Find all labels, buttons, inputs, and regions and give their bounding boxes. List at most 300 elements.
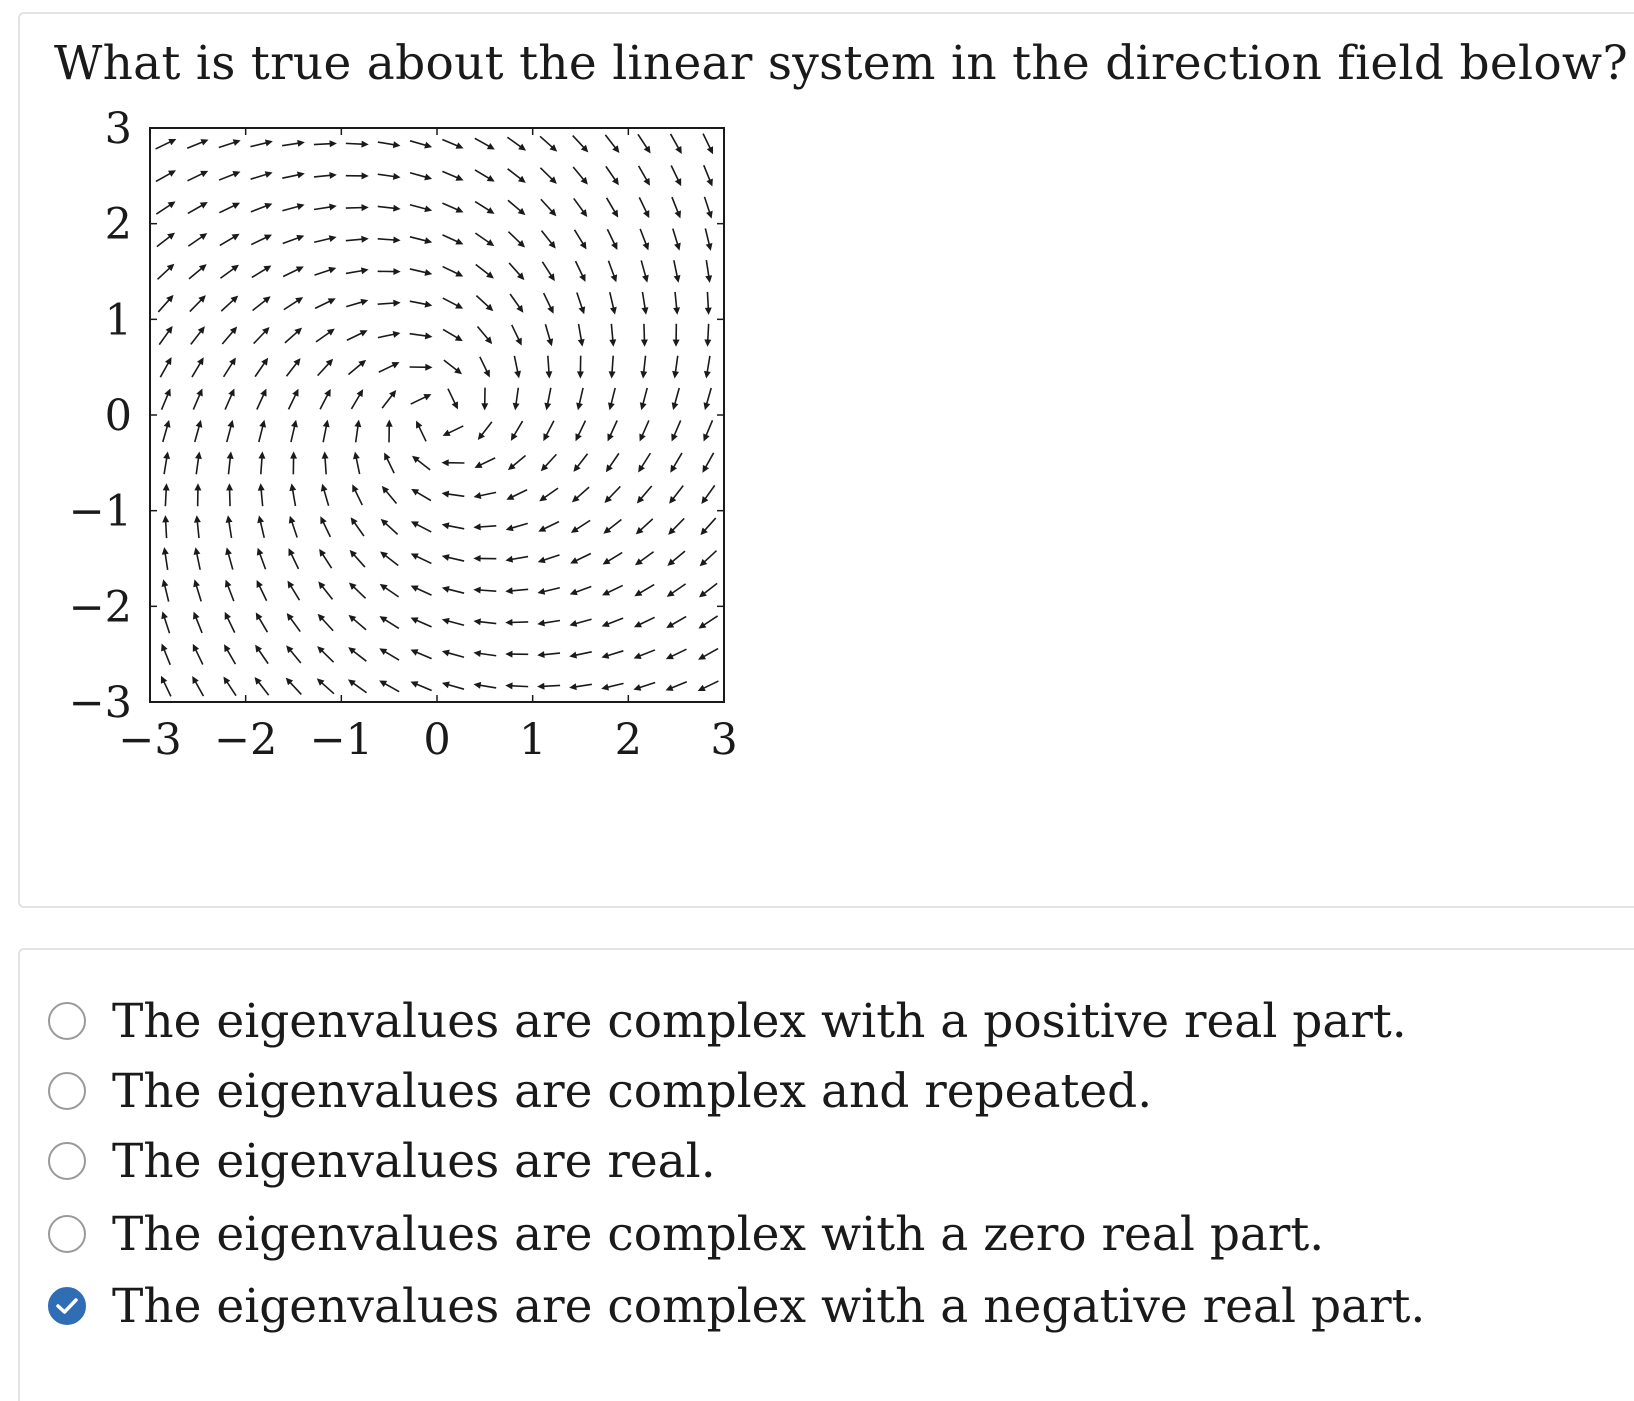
field-arrow <box>442 203 463 213</box>
field-arrow <box>442 522 465 529</box>
field-arrow <box>638 453 650 472</box>
y-tick-labels <box>69 104 132 728</box>
field-arrow <box>508 200 526 215</box>
field-arrow <box>639 420 649 441</box>
field-arrow <box>572 487 589 502</box>
field-arrow <box>321 484 329 506</box>
plot-frame <box>150 128 724 702</box>
field-arrow <box>251 203 272 212</box>
field-arrow <box>514 356 521 378</box>
x-tick-label: −3 <box>118 715 182 765</box>
field-arrow <box>291 420 298 442</box>
field-arrow <box>505 556 528 563</box>
field-arrow <box>637 486 652 504</box>
field-arrow <box>703 134 713 155</box>
field-arrow <box>315 298 336 308</box>
answer-option-2[interactable] <box>48 1060 1152 1122</box>
field-arrow <box>318 359 334 376</box>
field-arrow <box>703 420 712 441</box>
field-arrow <box>474 458 495 468</box>
field-arrow <box>161 611 169 633</box>
x-tick-label: 1 <box>518 715 547 765</box>
field-arrow <box>257 515 264 537</box>
field-arrow <box>381 519 398 535</box>
answer-option-1[interactable] <box>48 990 1407 1052</box>
field-arrow <box>283 267 304 277</box>
field-arrow <box>544 388 551 411</box>
field-arrow <box>475 233 494 246</box>
field-arrow <box>250 140 272 147</box>
field-arrow <box>386 419 393 442</box>
answer-option-label: The eigenvalues are complex with a zero real part. <box>112 1206 1325 1262</box>
field-arrow <box>667 584 686 597</box>
field-arrow <box>666 649 687 659</box>
field-arrow <box>378 300 401 307</box>
field-arrow <box>538 555 560 563</box>
field-arrow <box>193 644 203 665</box>
field-arrow <box>322 451 329 474</box>
field-arrow <box>195 451 202 474</box>
field-arrow <box>442 140 463 149</box>
field-arrow <box>319 549 331 568</box>
field-arrow <box>194 515 201 538</box>
field-arrow <box>698 649 718 660</box>
field-arrow <box>163 452 170 475</box>
field-arrow <box>320 389 331 409</box>
answer-option-5[interactable] <box>48 1275 1425 1337</box>
field-arrow <box>317 646 333 662</box>
field-arrow <box>156 170 176 181</box>
field-arrow <box>672 388 680 410</box>
field-arrow <box>513 388 520 411</box>
field-arrow <box>698 681 719 691</box>
field-arrow <box>346 204 369 211</box>
field-arrow <box>193 612 202 633</box>
field-arrow <box>576 421 586 442</box>
field-arrow <box>639 197 649 218</box>
field-arrow <box>537 588 559 595</box>
field-arrow <box>223 676 236 695</box>
field-arrow <box>540 136 557 151</box>
field-arrow <box>667 551 685 566</box>
field-arrow <box>411 617 432 627</box>
field-arrow <box>538 522 559 532</box>
field-arrow <box>285 328 302 343</box>
field-arrow <box>187 139 208 148</box>
field-arrow <box>163 420 171 442</box>
field-arrow <box>286 645 301 663</box>
field-arrow <box>286 358 300 376</box>
field-arrow <box>346 236 369 243</box>
field-arrow <box>704 356 711 379</box>
field-arrow <box>410 173 432 181</box>
field-arrow <box>379 648 399 660</box>
field-arrow <box>474 492 496 499</box>
field-arrow <box>347 330 368 340</box>
x-tick-label: −1 <box>309 715 374 765</box>
field-arrow <box>410 649 431 658</box>
field-arrow <box>672 356 679 379</box>
field-arrow <box>318 581 332 599</box>
field-arrow <box>634 650 655 659</box>
field-arrow <box>353 452 360 474</box>
field-arrow <box>574 198 588 217</box>
field-arrow <box>576 388 583 410</box>
field-arrow <box>282 140 305 147</box>
field-arrow <box>156 201 175 214</box>
field-arrow <box>642 292 649 315</box>
field-arrow <box>225 547 233 569</box>
field-arrow <box>191 326 205 344</box>
field-arrow <box>704 324 711 347</box>
field-arrow <box>537 651 560 658</box>
field-arrow <box>224 357 236 376</box>
field-arrow <box>444 360 462 374</box>
check-icon <box>56 1298 78 1314</box>
field-arrow <box>289 389 299 410</box>
field-arrow <box>257 580 267 601</box>
field-arrow <box>473 650 496 657</box>
field-arrow <box>410 364 433 371</box>
field-arrow <box>225 389 235 410</box>
field-arrow <box>704 165 713 186</box>
field-arrow <box>219 139 241 147</box>
field-arrow <box>162 388 171 409</box>
field-arrow <box>314 235 336 242</box>
field-arrow <box>194 547 201 569</box>
field-arrow <box>609 356 616 379</box>
field-arrow <box>352 484 362 505</box>
field-arrow <box>511 421 523 441</box>
field-arrow <box>282 203 304 211</box>
question-card <box>18 12 1634 908</box>
field-arrow <box>477 326 492 344</box>
field-arrow <box>606 453 619 472</box>
field-arrow <box>160 357 171 377</box>
field-arrow <box>159 326 172 345</box>
field-arrow <box>378 141 401 148</box>
field-arrow <box>314 140 337 147</box>
field-arrow <box>704 388 712 410</box>
field-arrow <box>258 483 265 506</box>
field-arrow <box>639 166 650 186</box>
field-arrow <box>505 682 528 689</box>
field-arrow <box>605 135 619 153</box>
field-arrow <box>448 389 458 410</box>
radio-button[interactable] <box>48 1072 86 1110</box>
field-arrow <box>378 331 400 338</box>
field-arrow <box>666 682 687 691</box>
field-arrow <box>705 228 712 250</box>
field-arrow <box>410 141 432 149</box>
x-tick-labels <box>118 715 737 765</box>
field-arrow <box>473 555 496 562</box>
field-arrow <box>382 486 397 504</box>
field-arrow <box>604 486 620 503</box>
field-arrow <box>607 229 617 250</box>
field-arrow <box>570 554 591 564</box>
field-arrow <box>410 269 432 276</box>
field-arrow <box>473 523 496 530</box>
field-arrow <box>576 261 586 282</box>
field-arrow <box>379 616 398 628</box>
field-arrow <box>382 390 396 408</box>
field-arrow <box>641 260 649 282</box>
field-arrow <box>224 644 235 664</box>
field-arrow <box>410 301 433 308</box>
field-arrow <box>253 296 271 310</box>
field-arrow <box>256 612 268 632</box>
field-arrow <box>701 485 714 504</box>
field-arrow <box>543 421 554 441</box>
field-arrow <box>702 453 713 473</box>
field-arrow <box>323 420 330 443</box>
field-arrow <box>187 171 208 181</box>
radio-button[interactable] <box>48 1142 86 1180</box>
answer-option-3[interactable] <box>48 1130 716 1192</box>
direction-arrows <box>156 134 719 697</box>
field-arrow <box>480 357 490 378</box>
field-arrow <box>442 171 463 180</box>
radio-button[interactable] <box>48 1287 86 1325</box>
field-arrow <box>571 520 590 532</box>
field-arrow <box>161 676 171 697</box>
field-arrow <box>412 456 430 470</box>
field-arrow <box>569 619 591 627</box>
field-arrow <box>577 356 584 379</box>
field-arrow <box>573 136 589 153</box>
field-arrow <box>317 678 334 693</box>
field-arrow <box>219 171 240 180</box>
field-arrow <box>158 295 173 312</box>
answer-option-4[interactable] <box>48 1203 1324 1265</box>
field-arrow <box>314 204 337 211</box>
x-tick-label: 0 <box>423 715 451 765</box>
field-arrow <box>542 262 554 281</box>
field-arrow <box>473 618 496 625</box>
field-arrow <box>569 683 592 690</box>
y-tick-label: 0 <box>104 391 132 441</box>
field-arrow <box>512 325 522 346</box>
axis-ticks <box>150 128 724 702</box>
field-arrow <box>380 551 398 565</box>
field-arrow <box>542 231 556 249</box>
field-arrow <box>346 267 369 274</box>
field-arrow <box>540 168 556 184</box>
field-arrow <box>158 264 175 280</box>
field-arrow <box>607 420 617 441</box>
field-arrow <box>478 422 492 440</box>
field-arrow <box>508 455 526 470</box>
field-arrow <box>255 677 269 695</box>
field-arrow <box>475 202 494 214</box>
field-arrow <box>162 579 169 601</box>
field-arrow <box>410 332 433 339</box>
field-arrow <box>349 582 366 598</box>
field-arrow <box>577 293 585 315</box>
field-arrow <box>410 237 432 244</box>
field-arrow <box>545 356 552 379</box>
field-arrow <box>289 483 296 506</box>
field-arrow <box>194 483 201 506</box>
field-arrow <box>505 651 528 658</box>
field-arrow <box>705 260 712 283</box>
answer-option-label: The eigenvalues are complex and repeated. <box>112 1063 1153 1119</box>
field-arrow <box>476 296 493 312</box>
field-arrow <box>378 268 401 275</box>
field-arrow <box>671 420 680 441</box>
field-arrow <box>638 134 651 153</box>
radio-button[interactable] <box>48 1215 86 1253</box>
field-arrow <box>226 515 233 538</box>
field-arrow <box>443 329 463 341</box>
field-arrow <box>634 617 655 627</box>
field-arrow <box>318 614 333 631</box>
field-arrow <box>670 453 682 473</box>
field-arrow <box>220 265 239 279</box>
answer-option-label: The eigenvalues are real. <box>112 1133 716 1189</box>
field-arrow <box>575 230 587 250</box>
y-tick-label: −2 <box>68 582 132 633</box>
field-arrow <box>378 236 401 243</box>
field-arrow <box>193 388 202 409</box>
field-arrow <box>349 615 367 630</box>
x-tick-label: 2 <box>614 715 643 765</box>
field-arrow <box>161 644 170 665</box>
field-arrow <box>288 581 300 601</box>
field-arrow <box>192 357 204 377</box>
field-arrow <box>544 293 554 314</box>
field-arrow <box>227 420 234 442</box>
x-tick-label: −2 <box>213 715 278 765</box>
field-arrow <box>443 426 464 436</box>
field-arrow <box>506 523 528 531</box>
field-arrow <box>287 613 301 632</box>
field-arrow <box>156 139 177 149</box>
field-arrow <box>541 454 557 471</box>
field-arrow <box>671 165 681 186</box>
field-arrow <box>222 327 237 345</box>
field-arrow <box>257 389 267 410</box>
field-arrow <box>255 645 268 664</box>
field-arrow <box>257 548 266 570</box>
field-arrow <box>506 490 527 500</box>
field-arrow <box>188 233 207 246</box>
field-arrow <box>227 451 234 474</box>
field-arrow <box>162 547 169 570</box>
field-arrow <box>346 141 369 148</box>
field-arrow <box>699 583 717 597</box>
field-arrow <box>537 620 560 627</box>
field-arrow <box>671 134 682 154</box>
y-tick-label: 3 <box>104 104 132 154</box>
field-arrow <box>475 170 495 182</box>
field-arrow <box>481 388 488 411</box>
x-tick-label: 3 <box>710 715 738 765</box>
field-arrow <box>602 618 623 627</box>
field-arrow <box>411 554 432 564</box>
field-arrow <box>508 169 526 183</box>
y-tick-label: 2 <box>104 199 132 250</box>
field-arrow <box>348 647 366 661</box>
field-arrow <box>507 137 526 150</box>
field-arrow <box>641 324 648 347</box>
field-arrow <box>573 167 588 185</box>
field-arrow <box>608 388 615 410</box>
field-arrow <box>416 421 426 442</box>
field-arrow <box>221 296 238 311</box>
field-arrow <box>225 612 235 633</box>
field-arrow <box>190 295 206 311</box>
field-arrow <box>411 489 431 501</box>
field-arrow <box>284 297 303 309</box>
field-arrow <box>573 454 587 472</box>
field-arrow <box>674 260 681 282</box>
field-arrow <box>442 491 465 498</box>
field-arrow <box>443 298 463 309</box>
field-arrow <box>379 362 400 372</box>
field-arrow <box>289 548 299 569</box>
answers-card <box>18 948 1634 1401</box>
field-arrow <box>442 682 464 690</box>
field-arrow <box>348 679 367 692</box>
radio-button[interactable] <box>48 1002 86 1040</box>
field-arrow <box>705 292 712 315</box>
y-tick-label: −1 <box>68 486 132 537</box>
field-arrow <box>410 681 431 690</box>
field-arrow <box>634 585 654 597</box>
field-arrow <box>669 486 683 504</box>
field-arrow <box>700 551 717 567</box>
answer-option-label: The eigenvalues are complex with a positive real part. <box>112 993 1407 1049</box>
field-arrow <box>570 586 592 595</box>
field-arrow <box>354 420 361 443</box>
field-arrow <box>220 234 240 246</box>
field-arrow <box>541 199 556 216</box>
field-arrow <box>410 205 432 212</box>
field-arrow <box>378 205 401 212</box>
field-arrow <box>545 324 553 346</box>
field-arrow <box>635 552 654 566</box>
field-arrow <box>636 519 653 534</box>
field-arrow <box>252 266 272 278</box>
field-arrow <box>378 173 401 180</box>
field-arrow <box>508 232 525 248</box>
field-arrow <box>226 483 233 506</box>
field-arrow <box>289 516 297 538</box>
field-arrow <box>348 360 366 375</box>
field-arrow <box>282 172 304 179</box>
field-arrow <box>411 394 432 404</box>
field-arrow <box>539 488 558 501</box>
field-arrow <box>602 585 623 595</box>
field-arrow <box>673 229 681 251</box>
field-arrow <box>672 197 681 218</box>
field-arrow <box>351 517 364 536</box>
field-arrow <box>474 682 497 689</box>
field-arrow <box>640 356 647 379</box>
field-arrow <box>601 683 623 690</box>
field-arrow <box>509 263 524 280</box>
field-arrow <box>315 267 337 275</box>
field-arrow <box>442 235 463 245</box>
field-arrow <box>510 294 523 313</box>
field-arrow <box>189 264 207 279</box>
field-arrow <box>188 202 208 213</box>
field-arrow <box>610 292 617 314</box>
field-arrow <box>219 203 240 213</box>
field-arrow <box>379 680 399 691</box>
